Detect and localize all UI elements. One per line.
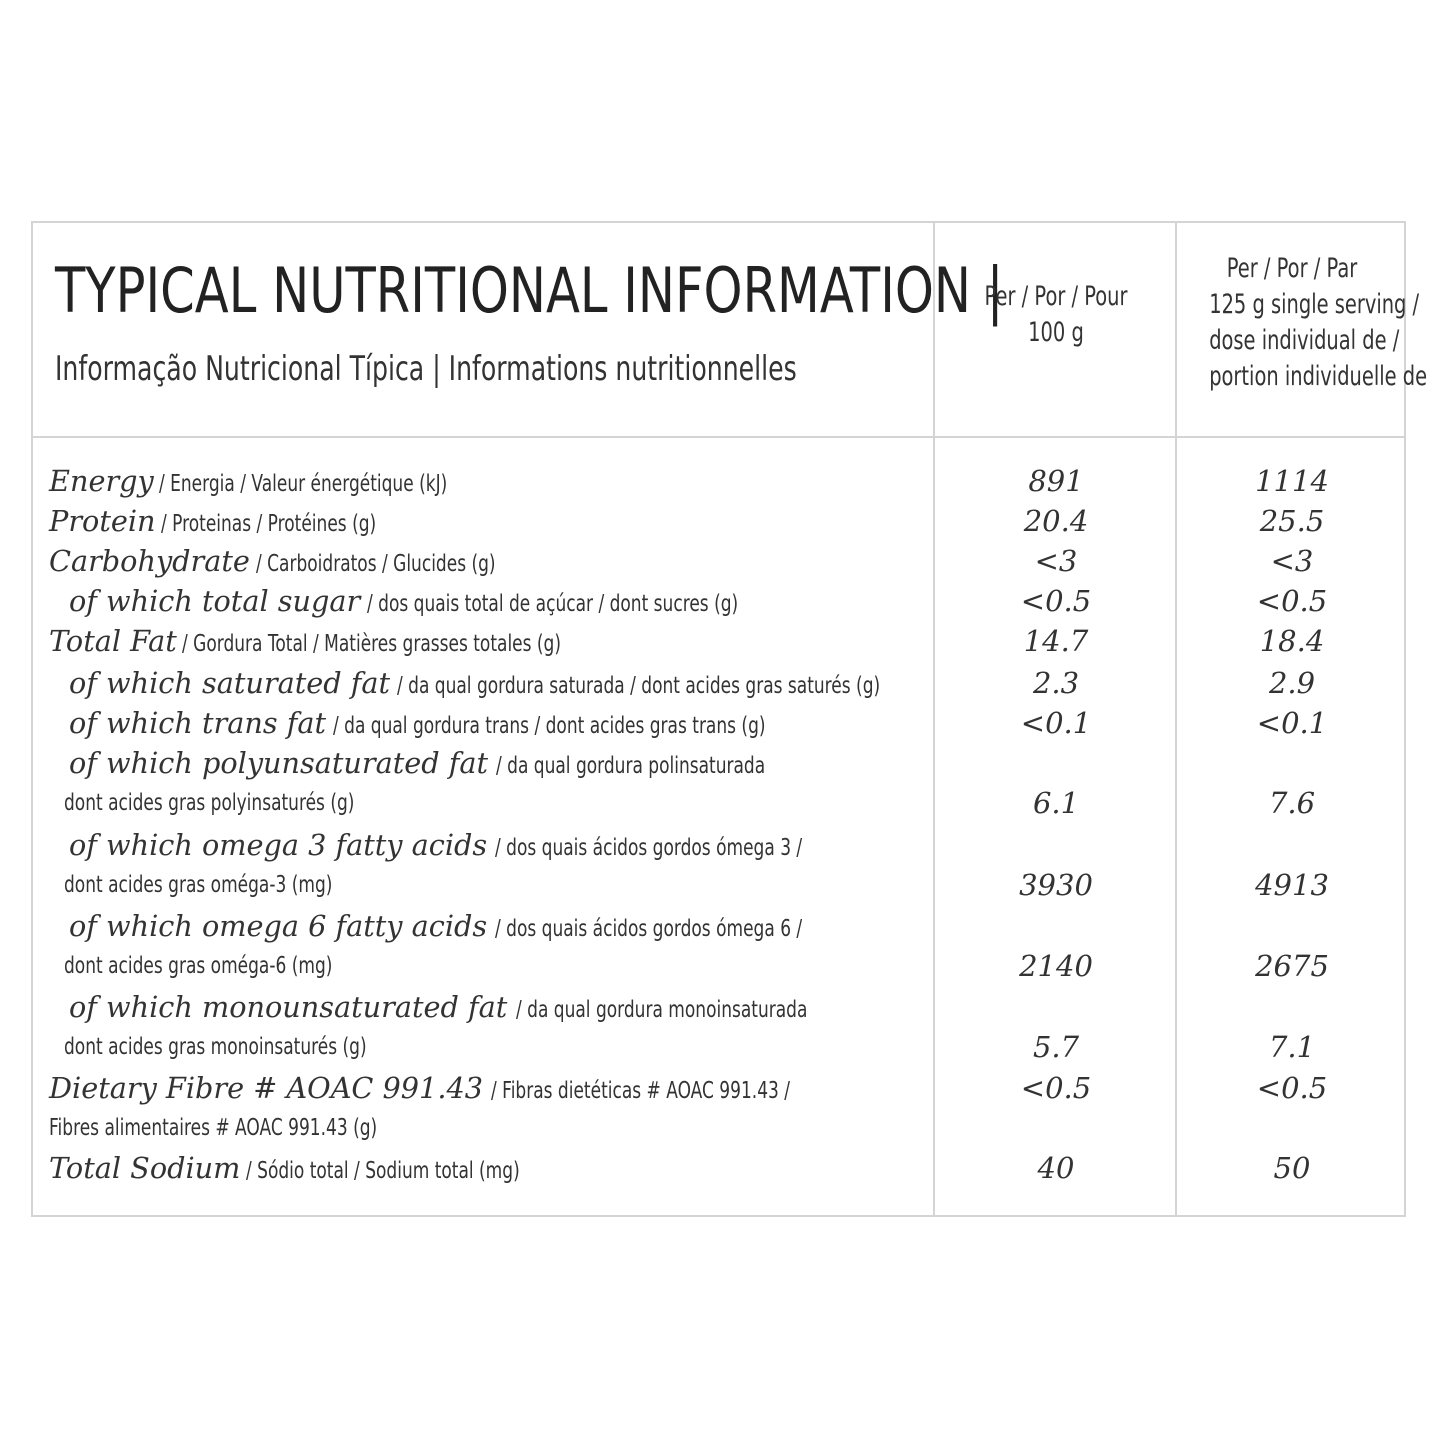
column-header-line: 125 g single serving / [1209, 289, 1420, 320]
nutrient-name: of which omega 3 fatty acids [69, 828, 488, 862]
nutrient-name: Energy [49, 464, 154, 498]
nutrient-translation: / Gordura Total / Matières grasses totales (g) [182, 631, 562, 657]
nutrient-translation: Fibres alimentaires # AOAC 991.43 (g) [49, 1115, 378, 1141]
nutrient-name: Carbohydrate [49, 544, 250, 578]
nutrient-translation: / da qual gordura polinsaturada [496, 753, 766, 779]
value-per-100g: 14.7 [1023, 624, 1089, 658]
nutrient-translation: / Carboidratos / Glucides (g) [255, 551, 496, 577]
value-per-100g: 891 [1028, 464, 1084, 498]
nutrient-translation: dont acides gras monoinsaturés (g) [64, 1034, 367, 1060]
value-per-100g: 5.7 [1032, 1030, 1080, 1064]
nutrient-name: of which omega 6 fatty acids [69, 909, 488, 943]
value-per-100g: 6.1 [1032, 786, 1080, 820]
nutrient-translation: / Sódio total / Sodium total (mg) [246, 1158, 521, 1184]
value-per-serving: 2675 [1255, 949, 1329, 983]
value-per-100g: <0.5 [1020, 584, 1092, 618]
nutrient-label [49, 621, 694, 667]
value-per-serving: 7.6 [1268, 786, 1316, 820]
value-per-serving: 2.9 [1268, 666, 1316, 700]
value-per-serving: <0.5 [1256, 584, 1328, 618]
nutrient-row-omega-6-cont [33, 946, 1404, 986]
nutrient-name: of which saturated fat [69, 666, 391, 700]
nutrient-row-saturated-fat [33, 663, 1404, 703]
value-per-100g: <3 [1034, 544, 1078, 578]
value-per-serving: <0.1 [1256, 706, 1328, 740]
nutrient-row-polyunsaturated-fat-cont [33, 783, 1404, 823]
value-per-100g: 2140 [1019, 949, 1093, 983]
nutrient-translation: dont acides gras oméga-3 (mg) [64, 872, 333, 898]
value-per-serving: <0.5 [1256, 1071, 1328, 1105]
nutrient-translation: / dos quais total de açúcar / dont sucres (g) [367, 591, 739, 617]
value-per-serving: 18.4 [1259, 624, 1325, 658]
nutrient-row-omega-6 [33, 906, 1404, 946]
value-per-100g: 40 [1037, 1151, 1075, 1185]
nutrient-translation: / dos quais ácidos gordos ómega 3 / [495, 835, 803, 861]
value-per-100g: 2.3 [1032, 666, 1080, 700]
nutrition-table [31, 221, 1428, 1217]
nutrient-row-omega-3 [33, 825, 1404, 865]
value-per-serving: 1114 [1255, 464, 1329, 498]
nutrient-row-total-fat [33, 621, 1404, 661]
nutrient-row-energy [33, 461, 1404, 501]
header-divider [33, 436, 1404, 438]
nutrient-row-trans-fat [33, 703, 1404, 743]
value-per-100g: <0.1 [1020, 706, 1092, 740]
table-subtitle: Informação Nutricional Típica | Informations nutritionnelles [55, 349, 797, 389]
nutrient-label [49, 1148, 616, 1194]
nutrient-row-monounsaturated-fat [33, 987, 1404, 1027]
value-per-serving: 50 [1273, 1151, 1311, 1185]
nutrient-name: Dietary Fibre # AOAC 991.43 [49, 1071, 483, 1105]
value-per-serving: 7.1 [1268, 1030, 1316, 1064]
column-header-line: dose individual de / [1209, 325, 1400, 356]
column-header-line: Per / Por / Par [1226, 253, 1358, 284]
nutrient-row-dietary-fibre [33, 1068, 1404, 1108]
value-per-serving: 4913 [1255, 868, 1329, 902]
column-header-per-100g [935, 279, 1177, 351]
nutrient-translation: / da qual gordura monoinsaturada [515, 997, 808, 1023]
column-header-line: Per / Por / Pour [984, 281, 1128, 312]
column-header-per-serving [1177, 251, 1428, 395]
nutrient-translation: / Proteinas / Protéines (g) [160, 511, 376, 537]
nutrient-label [64, 865, 427, 908]
nutrient-name: Protein [49, 504, 156, 538]
nutrient-row-dietary-fibre-cont [33, 1108, 1404, 1148]
nutrient-label [64, 1027, 473, 1070]
nutrient-row-protein [33, 501, 1404, 541]
nutrient-row-monounsaturated-fat-cont [33, 1027, 1404, 1067]
value-per-100g: 20.4 [1023, 504, 1089, 538]
nutrient-name: of which monounsaturated fat [69, 990, 508, 1024]
nutrient-name: of which polyunsaturated fat [69, 746, 489, 780]
nutrient-label [49, 1108, 493, 1151]
nutrient-translation: dont acides gras polyinsaturés (g) [64, 790, 355, 816]
nutrient-label [64, 946, 427, 989]
nutrient-translation: / Fibras dietéticas # AOAC 991.43 / [491, 1078, 791, 1104]
nutrient-translation: / dos quais ácidos gordos ómega 6 / [495, 916, 803, 942]
nutrient-translation: / Energia / Valeur énergétique (kJ) [158, 471, 448, 497]
nutrient-name: Total Fat [49, 624, 177, 658]
nutrient-translation: / da qual gordura trans / dont acides gras trans (g) [332, 713, 766, 739]
nutrient-row-carbohydrate [33, 541, 1404, 581]
nutrient-row-sugar [33, 581, 1404, 621]
nutrient-translation: / da qual gordura saturada / dont acides gras saturés (g) [397, 673, 881, 699]
value-per-serving: <3 [1270, 544, 1314, 578]
nutrient-row-total-sodium [33, 1148, 1404, 1188]
column-header-line: 100 g [1028, 317, 1084, 348]
column-header-line: portion individuelle de [1209, 361, 1428, 392]
nutrient-row-polyunsaturated-fat [33, 743, 1404, 783]
nutrient-name: of which trans fat [69, 706, 326, 740]
nutrient-name: of which total sugar [69, 584, 361, 618]
table-title: TYPICAL NUTRITIONAL INFORMATION | [55, 254, 1004, 327]
nutrient-translation: dont acides gras oméga-6 (mg) [64, 953, 333, 979]
value-per-100g: <0.5 [1020, 1071, 1092, 1105]
nutrient-label [64, 783, 456, 826]
value-per-serving: 25.5 [1259, 504, 1325, 538]
value-per-100g: 3930 [1019, 868, 1093, 902]
nutrient-name: Total Sodium [49, 1151, 241, 1185]
nutrient-row-omega-3-cont [33, 865, 1404, 905]
